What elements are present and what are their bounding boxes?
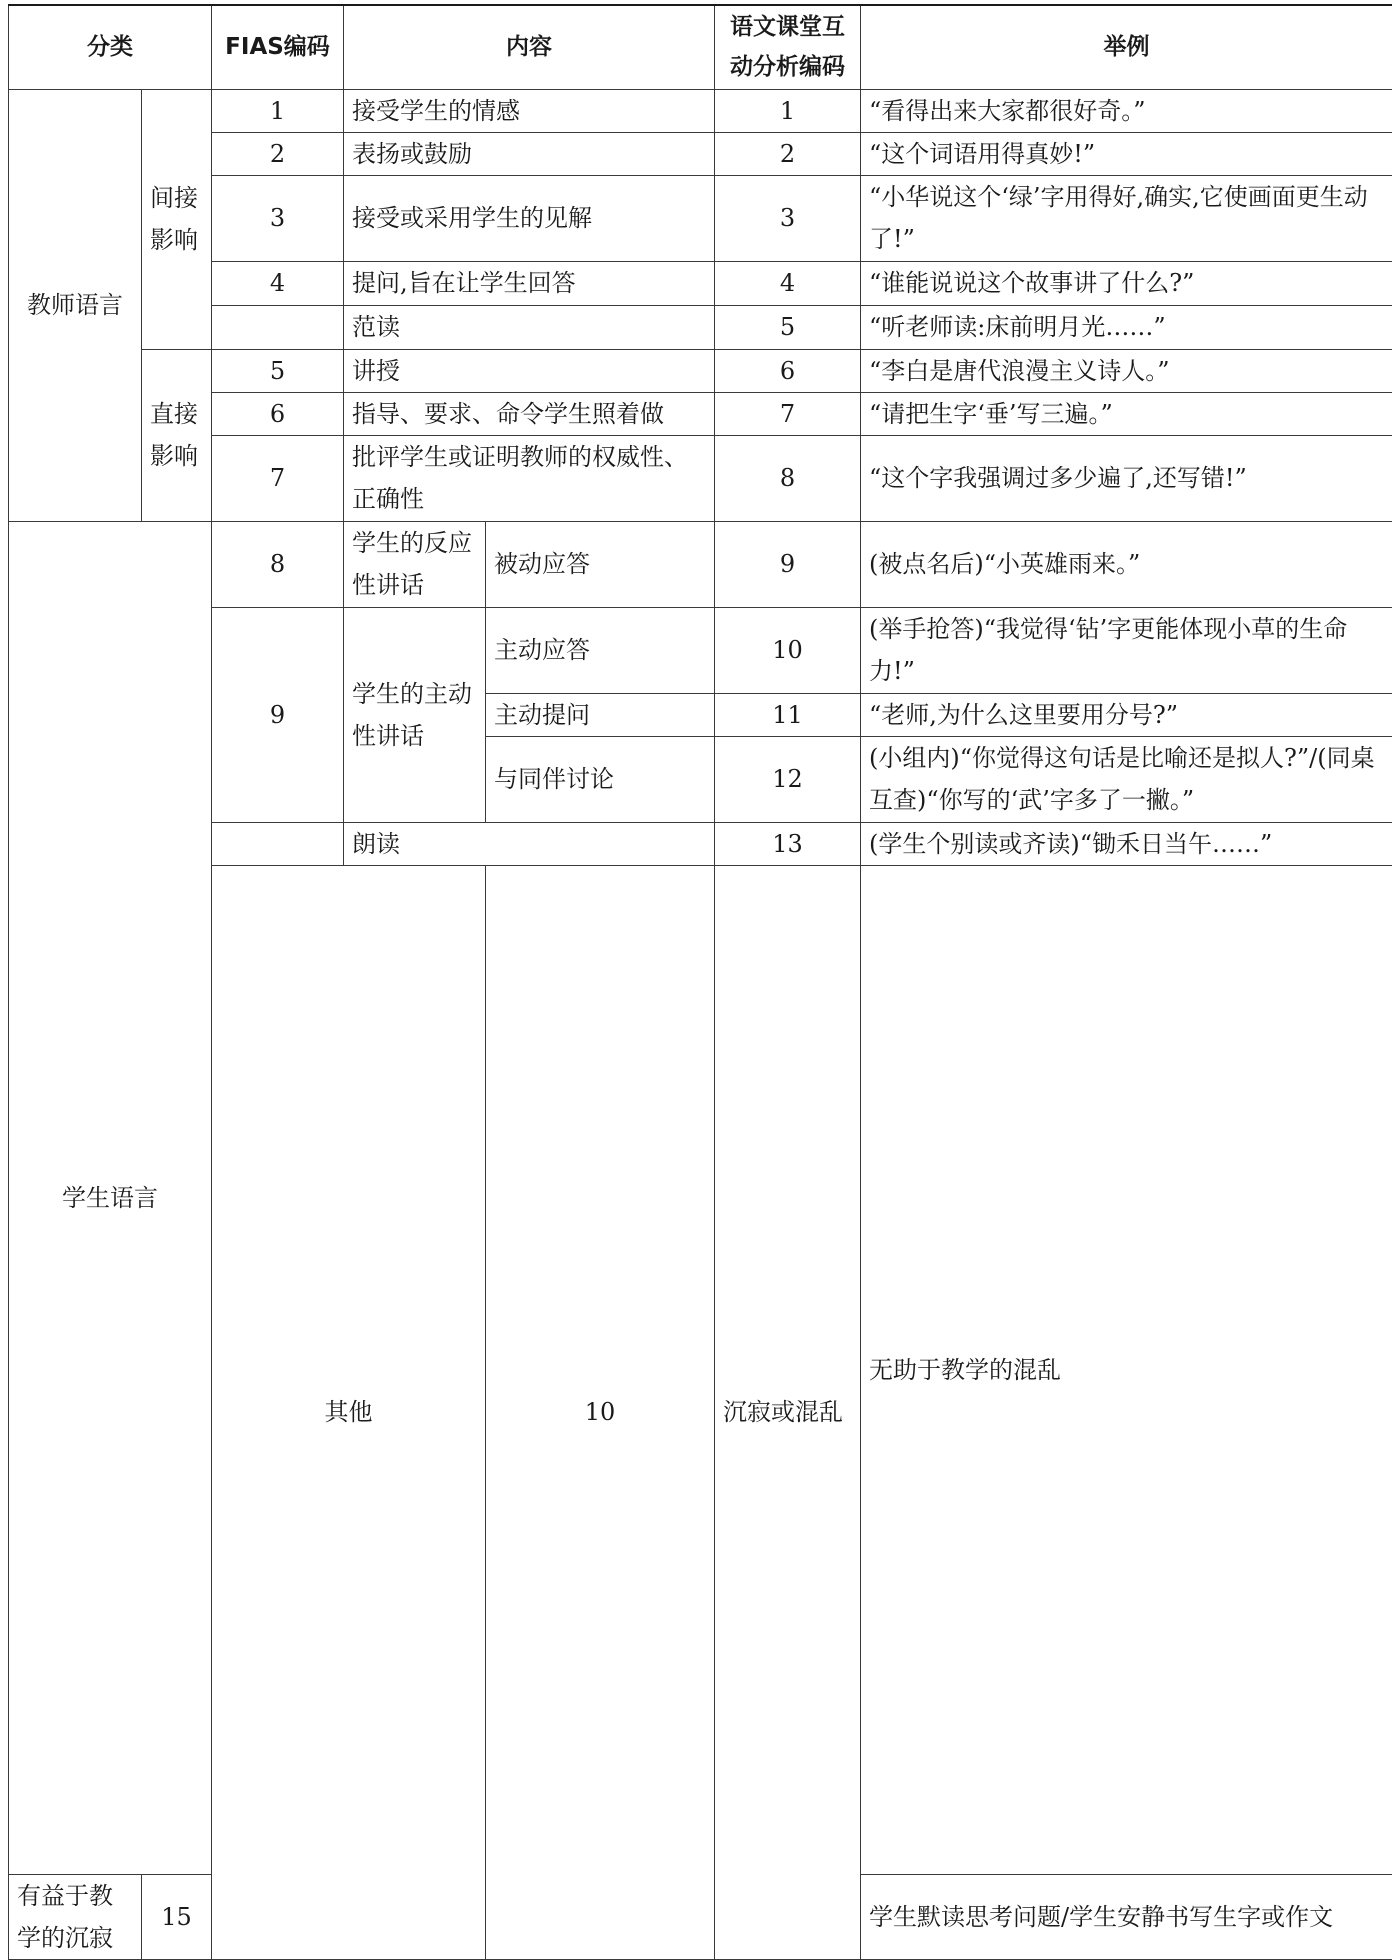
code-cell: 9 [715, 521, 861, 607]
code-cell: 6 [715, 349, 861, 392]
example-cell: (小组内)“你觉得这句话是比喻还是拟人?”/(同桌互查)“你写的‘武’字多了一撇。” [861, 736, 1392, 822]
content-cell: 提问,旨在让学生回答 [344, 261, 715, 305]
table-row [9, 392, 1392, 435]
code-cell: 15 [142, 1874, 212, 1959]
example-cell: “小华说这个‘绿’字用得好,确实,它使画面更生动了!” [861, 175, 1392, 261]
example-cell: “这个词语用得真妙!” [861, 132, 1392, 175]
fias-code-cell: 3 [212, 175, 344, 261]
code-cell: 8 [715, 435, 861, 521]
table-row [9, 132, 1392, 175]
content-cell: 有益于教学的沉寂 [9, 1874, 142, 1959]
fias-code-cell: 6 [212, 392, 344, 435]
content-cell: 接受或采用学生的见解 [344, 175, 715, 261]
fias-code-cell: 7 [212, 435, 344, 521]
group-student-language: 学生语言 [9, 521, 212, 1874]
table-row [9, 261, 1392, 305]
content-cell: 表扬或鼓励 [344, 132, 715, 175]
table-row [9, 89, 1392, 132]
code-cell: 3 [715, 175, 861, 261]
table-row [9, 435, 1392, 521]
fias-code-cell: 1 [212, 89, 344, 132]
fias-code-cell: 5 [212, 349, 344, 392]
reactive-speech-cell: 学生的反应性讲话 [344, 521, 486, 607]
table-row [9, 865, 1392, 1874]
table-row [9, 521, 1392, 607]
fias-code-cell: 4 [212, 261, 344, 305]
header-content: 内容 [344, 5, 715, 89]
content-cell: 主动应答 [486, 607, 715, 693]
code-cell: 11 [715, 693, 861, 736]
example-cell: “老师,为什么这里要用分号?” [861, 693, 1392, 736]
example-cell: “谁能说说这个故事讲了什么?” [861, 261, 1392, 305]
fias-code-cell [212, 822, 344, 865]
content-cell: 范读 [344, 305, 715, 349]
content-cell: 讲授 [344, 349, 715, 392]
fias-code-cell: 10 [486, 865, 715, 1959]
initiative-speech-cell: 学生的主动性讲话 [344, 607, 486, 822]
example-cell: “李白是唐代浪漫主义诗人。” [861, 349, 1392, 392]
silence-chaos-cell: 沉寂或混乱 [715, 865, 861, 1959]
table-row [9, 607, 1392, 693]
code-cell: 1 [715, 89, 861, 132]
code-cell: 5 [715, 305, 861, 349]
code-cell: 13 [715, 822, 861, 865]
header-example: 举例 [861, 5, 1392, 89]
example-cell: (学生个别读或齐读)“锄禾日当午……” [861, 822, 1392, 865]
example-cell: 学生默读思考问题/学生安静书写生字或作文 [861, 1874, 1392, 1959]
content-cell: 被动应答 [486, 521, 715, 607]
table-row [9, 305, 1392, 349]
example-cell: “请把生字‘垂’写三遍。” [861, 392, 1392, 435]
example-cell: (被点名后)“小英雄雨来。” [861, 521, 1392, 607]
group-indirect-influence: 间接影响 [142, 89, 212, 349]
fias-coding-table [8, 4, 1392, 1960]
content-cell: 主动提问 [486, 693, 715, 736]
content-cell: 批评学生或证明教师的权威性、正确性 [344, 435, 715, 521]
example-cell: (举手抢答)“我觉得‘钻’字更能体现小草的生命力!” [861, 607, 1392, 693]
content-cell: 朗读 [344, 822, 715, 865]
fias-code-cell [212, 305, 344, 349]
header-fias-code: FIAS编码 [212, 5, 344, 89]
fias-code-cell: 8 [212, 521, 344, 607]
fias-code-cell: 2 [212, 132, 344, 175]
table-row [9, 349, 1392, 392]
example-cell: “听老师读:床前明月光……” [861, 305, 1392, 349]
table-row [9, 175, 1392, 261]
table-row [9, 822, 1392, 865]
code-cell: 10 [715, 607, 861, 693]
example-cell: “这个字我强调过多少遍了,还写错!” [861, 435, 1392, 521]
code-cell: 2 [715, 132, 861, 175]
code-cell: 7 [715, 392, 861, 435]
content-cell: 指导、要求、命令学生照着做 [344, 392, 715, 435]
fias-code-cell: 9 [212, 607, 344, 822]
group-other: 其他 [212, 865, 486, 1959]
code-cell: 4 [715, 261, 861, 305]
header-chinese-code: 语文课堂互动分析编码 [715, 5, 861, 89]
group-direct-influence: 直接影响 [142, 349, 212, 521]
code-cell: 12 [715, 736, 861, 822]
content-cell: 接受学生的情感 [344, 89, 715, 132]
content-cell: 与同伴讨论 [486, 736, 715, 822]
content-cell: 无助于教学的混乱 [861, 865, 1392, 1874]
example-cell: “看得出来大家都很好奇。” [861, 89, 1392, 132]
header-row [9, 5, 1392, 89]
group-teacher-language: 教师语言 [9, 89, 142, 521]
header-category: 分类 [9, 5, 212, 89]
